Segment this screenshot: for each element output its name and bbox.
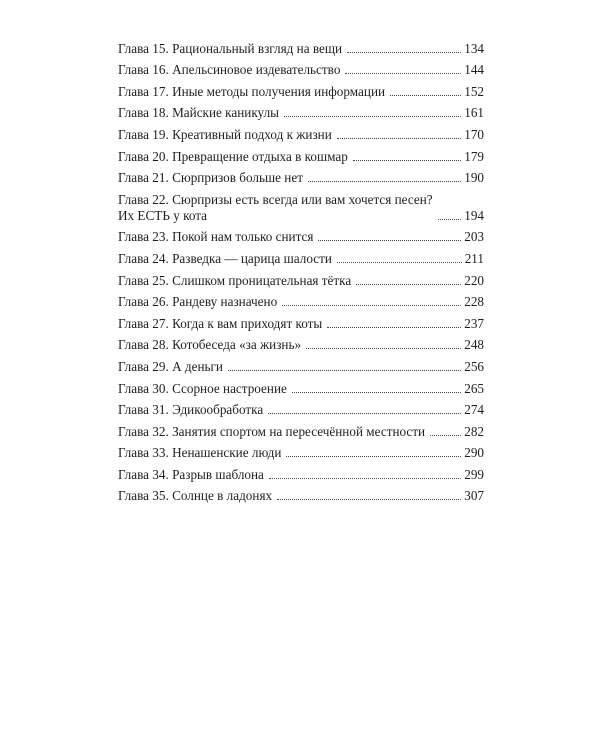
dot-leader <box>269 478 461 479</box>
dot-leader <box>284 116 461 117</box>
chapter-number: Глава 28. <box>118 337 169 353</box>
chapter-title: Когда к вам приходят коты <box>172 315 323 331</box>
chapter-number: Глава 34. <box>118 466 169 482</box>
toc-entry <box>118 270 484 292</box>
toc-entry <box>118 146 484 168</box>
toc-entry-title <box>118 149 348 165</box>
page-number: 152 <box>464 83 484 99</box>
page-number: 170 <box>464 126 484 142</box>
chapter-number: Глава 33. <box>118 445 169 461</box>
toc-entry-title <box>118 294 277 310</box>
toc-entry-heading <box>118 424 425 440</box>
chapter-number: Глава 35. <box>118 488 169 504</box>
dot-leader <box>308 181 461 182</box>
page-number: 265 <box>464 380 484 396</box>
chapter-title: Майские каникулы <box>172 105 280 121</box>
chapter-title: Превращение отдыха в кошмар <box>172 148 348 164</box>
toc-entry <box>118 103 484 125</box>
page-number: 211 <box>464 250 484 266</box>
toc-entry-heading <box>118 488 272 504</box>
toc-entry-heading <box>118 170 303 186</box>
toc-entry-title <box>118 402 263 418</box>
toc-entry <box>118 335 484 357</box>
chapter-number: Глава 23. <box>118 229 169 245</box>
dot-leader <box>292 392 461 393</box>
chapter-number: Глава 21. <box>118 170 169 186</box>
toc-entry <box>118 486 484 508</box>
toc-entry-heading <box>118 381 287 397</box>
dot-leader <box>347 52 461 53</box>
chapter-title: Рациональный взгляд на вещи <box>172 40 343 56</box>
toc-entry-heading <box>118 402 263 418</box>
toc-entry-heading <box>118 41 342 57</box>
dot-leader <box>268 413 461 414</box>
toc-entry <box>118 81 484 103</box>
toc-entry <box>118 38 484 60</box>
chapter-title: Ненашенские люди <box>172 445 282 461</box>
dot-leader <box>277 499 461 500</box>
toc-entry <box>118 248 484 270</box>
toc-entry-heading <box>118 149 348 165</box>
dot-leader <box>337 138 461 139</box>
toc-entry <box>118 378 484 400</box>
chapter-title: Эдикообработка <box>172 402 264 418</box>
toc-entry-heading <box>118 229 313 245</box>
toc-entry-title <box>118 192 433 224</box>
page-number: 237 <box>464 315 484 331</box>
chapter-number: Глава 19. <box>118 126 169 142</box>
page-number: 299 <box>464 466 484 482</box>
page-number: 179 <box>464 148 484 164</box>
dot-leader <box>345 73 461 74</box>
toc-entry <box>118 400 484 422</box>
toc-entry-title <box>118 251 332 267</box>
dot-leader <box>438 219 462 220</box>
toc-entry-heading <box>118 316 322 332</box>
toc-entry-title <box>118 381 287 397</box>
chapter-number: Глава 32. <box>118 423 169 439</box>
chapter-number: Глава 30. <box>118 380 169 396</box>
toc-entry-title <box>118 229 313 245</box>
dot-leader <box>318 240 461 241</box>
toc-entry-title <box>118 445 281 461</box>
chapter-title: Котобеседа «за жизнь» <box>172 337 302 353</box>
toc-entry-title <box>118 488 272 504</box>
toc-entry-title <box>118 359 223 375</box>
chapter-number: Глава 17. <box>118 83 169 99</box>
toc-entry-heading <box>118 294 277 310</box>
chapter-number: Глава 26. <box>118 294 169 310</box>
chapter-title: Иные методы получения информации <box>172 83 386 99</box>
dot-leader <box>327 327 461 328</box>
toc-entry <box>118 356 484 378</box>
page-number: 228 <box>464 294 484 310</box>
dot-leader <box>286 456 461 457</box>
toc-entry-heading <box>118 467 264 483</box>
chapter-title: Занятия спортом на пересечённой местности <box>172 423 426 439</box>
page-number: 290 <box>464 445 484 461</box>
dot-leader <box>282 305 461 306</box>
toc-entry <box>118 464 484 486</box>
chapter-title: Ссорное настроение <box>172 380 287 396</box>
dot-leader <box>353 160 461 161</box>
chapter-title: Солнце в ладонях <box>172 488 273 504</box>
toc-entry-heading <box>118 273 351 289</box>
toc-entry-heading <box>118 359 223 375</box>
chapter-number: Глава 20. <box>118 148 169 164</box>
dot-leader <box>356 284 461 285</box>
table-of-contents <box>118 38 484 507</box>
chapter-number: Глава 18. <box>118 105 169 121</box>
page-number: 194 <box>464 207 484 223</box>
chapter-number: Глава 24. <box>118 250 169 266</box>
toc-entry <box>118 313 484 335</box>
chapter-number: Глава 16. <box>118 62 169 78</box>
toc-entry-title <box>118 170 303 186</box>
toc-entry-title <box>118 316 322 332</box>
chapter-title: Апельсиновое издевательство <box>172 62 341 78</box>
page-number: 161 <box>464 105 484 121</box>
dot-leader <box>306 348 461 349</box>
toc-entry-title <box>118 337 301 353</box>
toc-entry-heading <box>118 105 279 121</box>
toc-entry-heading <box>118 192 433 208</box>
chapter-title: Сюрпризы есть всегда или вам хочется песен? <box>172 191 433 207</box>
toc-entry <box>118 443 484 465</box>
page-number: 282 <box>464 423 484 439</box>
toc-entry <box>118 124 484 146</box>
dot-leader <box>228 370 461 371</box>
chapter-number: Глава 25. <box>118 272 169 288</box>
chapter-number: Глава 22. <box>118 191 169 207</box>
page-number: 256 <box>464 358 484 374</box>
toc-entry-title <box>118 41 342 57</box>
chapter-number: Глава 31. <box>118 402 169 418</box>
page-number: 134 <box>464 40 484 56</box>
toc-entry-title <box>118 62 340 78</box>
chapter-title: Рандеву назначено <box>172 294 278 310</box>
toc-entry-heading <box>118 445 281 461</box>
toc-entry <box>118 292 484 314</box>
toc-entry <box>118 168 484 190</box>
toc-entry <box>118 227 484 249</box>
page-number: 307 <box>464 488 484 504</box>
dot-leader <box>390 95 461 96</box>
toc-entry-heading <box>118 62 340 78</box>
chapter-title: Разведка — царица шалости <box>172 250 332 266</box>
page-number: 274 <box>464 402 484 418</box>
page-number: 203 <box>464 229 484 245</box>
toc-entry-title <box>118 467 264 483</box>
toc-entry-heading <box>118 251 332 267</box>
toc-entry-title <box>118 273 351 289</box>
page-number: 220 <box>464 272 484 288</box>
dot-leader <box>430 435 461 436</box>
chapter-number: Глава 27. <box>118 315 169 331</box>
toc-entry <box>118 60 484 82</box>
chapter-number: Глава 29. <box>118 358 169 374</box>
chapter-title: А деньги <box>172 358 223 374</box>
toc-entry-title <box>118 127 332 143</box>
chapter-title: Покой нам только снится <box>172 229 314 245</box>
chapter-title: Слишком проницательная тётка <box>172 272 352 288</box>
chapter-number: Глава 15. <box>118 40 169 56</box>
chapter-title-continuation: Их ЕСТЬ у кота <box>118 207 208 223</box>
toc-entry-heading <box>118 337 301 353</box>
dot-leader <box>337 262 462 263</box>
toc-entry-heading <box>118 84 385 100</box>
chapter-title: Разрыв шаблона <box>172 466 264 482</box>
toc-entry-heading <box>118 127 332 143</box>
toc-entry <box>118 421 484 443</box>
toc-entry-title <box>118 84 385 100</box>
page-number: 248 <box>464 337 484 353</box>
page-number: 144 <box>464 62 484 78</box>
toc-entry <box>118 189 484 227</box>
page-number: 190 <box>464 170 484 186</box>
toc-entry-title <box>118 105 279 121</box>
toc-entry-title <box>118 424 425 440</box>
chapter-title: Сюрпризов больше нет <box>172 170 303 186</box>
chapter-title: Креативный подход к жизни <box>172 126 332 142</box>
